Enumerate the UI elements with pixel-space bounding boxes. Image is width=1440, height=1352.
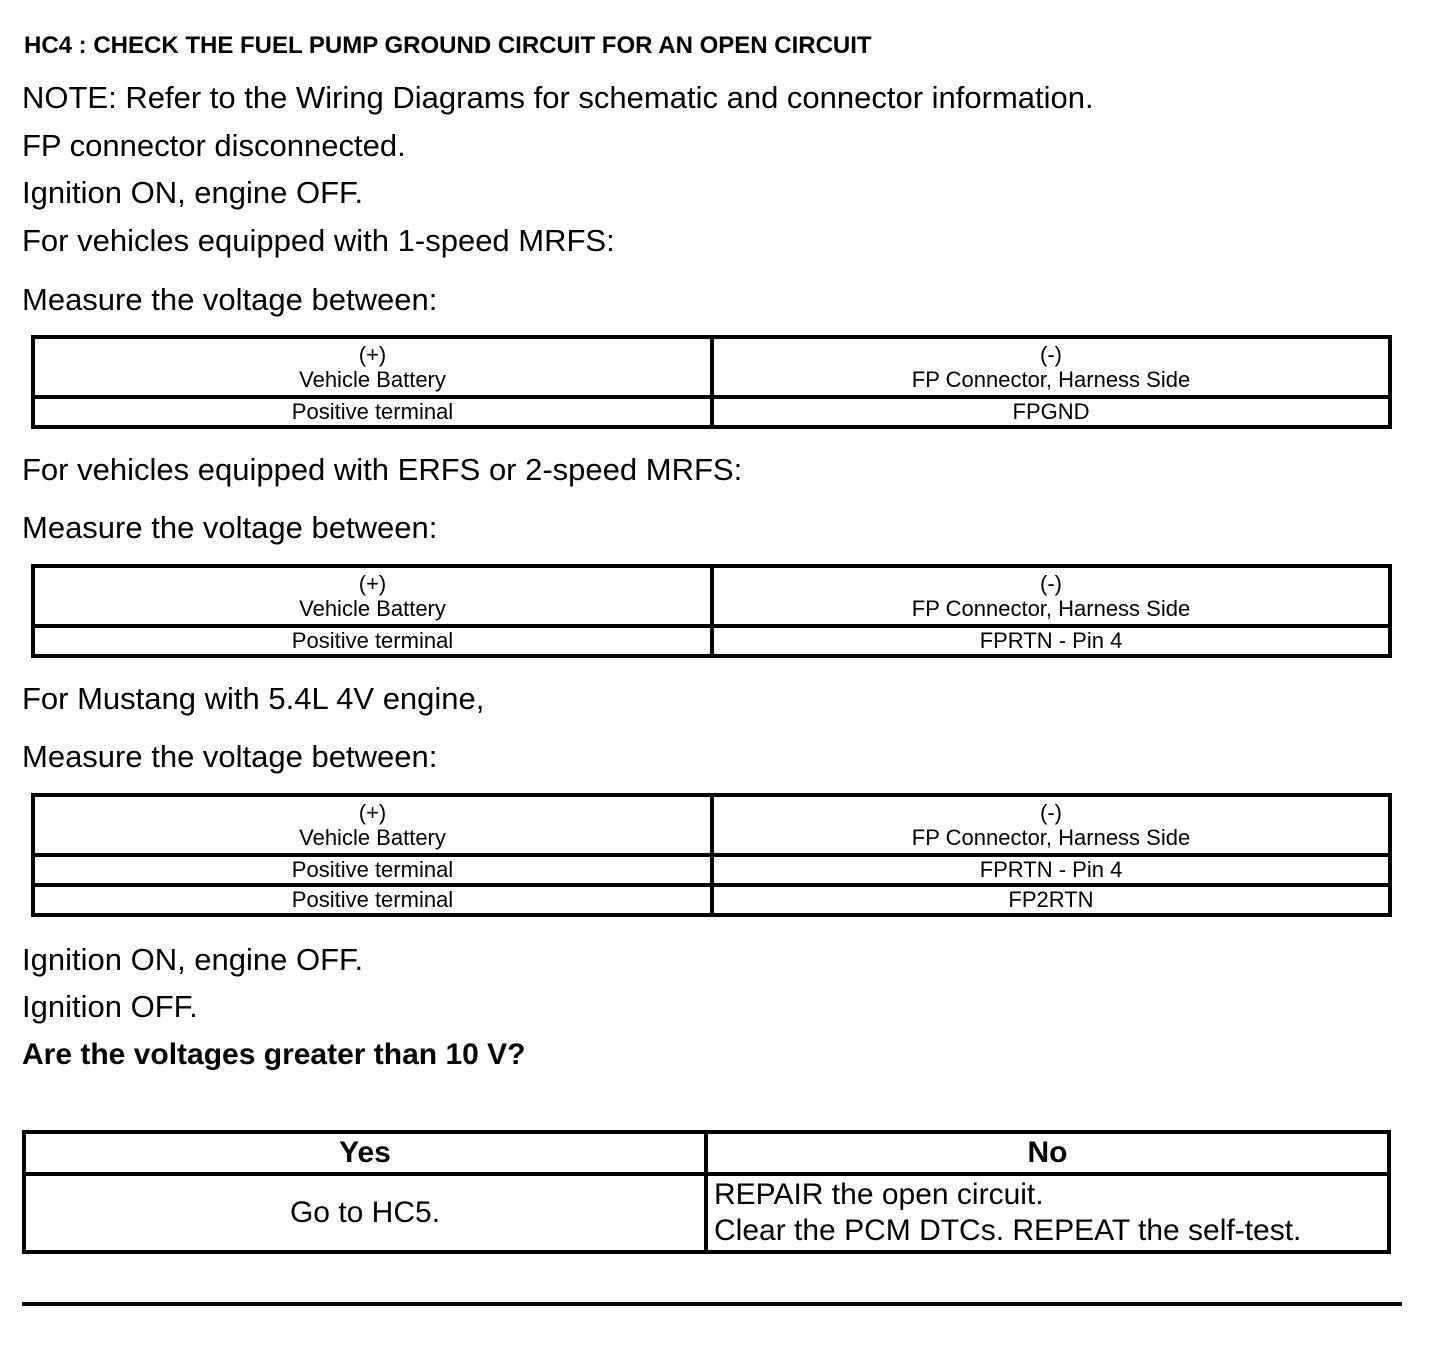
measurement-table — [31, 564, 1392, 658]
positive-header: Vehicle Battery — [299, 367, 446, 392]
positive-symbol: (+) — [358, 570, 387, 596]
positive-header: Vehicle Battery — [299, 596, 446, 621]
step-text: Ignition ON, engine OFF. — [22, 175, 364, 210]
table-row — [33, 885, 1390, 915]
positive-symbol: (+) — [358, 799, 387, 825]
section-condition: For vehicles equipped with ERFS or 2-speed MRFS: — [22, 452, 743, 487]
section-instruction: Measure the voltage between: — [22, 282, 438, 317]
section-instruction: Measure the voltage between: — [22, 510, 438, 545]
positive-header: Vehicle Battery — [299, 825, 446, 850]
no-action-line: Clear the PCM DTCs. REPEAT the self-test. — [714, 1214, 1302, 1247]
bottom-divider — [22, 1302, 1402, 1306]
negative-header: FP Connector, Harness Side — [911, 596, 1191, 621]
negative-header-cell — [712, 566, 1390, 626]
note-text: NOTE: Refer to the Wiring Diagrams for schematic and connector information. — [22, 80, 1094, 115]
section-condition: For Mustang with 5.4L 4V engine, — [22, 681, 485, 716]
section-condition: For vehicles equipped with 1-speed MRFS: — [22, 223, 615, 258]
step-text: Ignition OFF. — [22, 989, 198, 1024]
yes-header: Yes — [24, 1132, 706, 1174]
measurement-table — [31, 335, 1392, 429]
no-action — [706, 1174, 1389, 1252]
yes-action: Go to HC5. — [24, 1174, 706, 1252]
negative-header: FP Connector, Harness Side — [911, 367, 1191, 392]
table-row — [33, 626, 1390, 656]
positive-cell: Positive terminal — [33, 885, 712, 915]
positive-header-cell — [33, 566, 712, 626]
section-instruction: Measure the voltage between: — [22, 739, 438, 774]
negative-header-cell — [712, 795, 1390, 855]
result-body-row — [24, 1174, 1389, 1252]
table-header-row — [33, 337, 1390, 397]
table-row — [33, 397, 1390, 427]
step-text: Ignition ON, engine OFF. — [22, 942, 364, 977]
page-title: HC4 : CHECK THE FUEL PUMP GROUND CIRCUIT FOR AN OPEN CIRCUIT — [24, 32, 872, 59]
positive-cell: Positive terminal — [33, 626, 712, 656]
positive-cell: Positive terminal — [33, 855, 712, 885]
step-text: FP connector disconnected. — [22, 128, 406, 163]
result-table — [22, 1130, 1391, 1254]
table-row — [33, 855, 1390, 885]
no-header: No — [706, 1132, 1389, 1174]
negative-symbol: (-) — [1040, 341, 1062, 367]
negative-header: FP Connector, Harness Side — [911, 825, 1191, 850]
positive-symbol: (+) — [358, 341, 387, 367]
positive-header-cell — [33, 795, 712, 855]
negative-header-cell — [712, 337, 1390, 397]
table-header-row — [33, 795, 1390, 855]
negative-symbol: (-) — [1040, 799, 1062, 825]
positive-header-cell — [33, 337, 712, 397]
question-text: Are the voltages greater than 10 V? — [22, 1038, 526, 1071]
result-header-row — [24, 1132, 1389, 1174]
measurement-table — [31, 793, 1392, 917]
no-action-line: REPAIR the open circuit. — [714, 1178, 1044, 1211]
table-header-row — [33, 566, 1390, 626]
negative-cell: FPGND — [712, 397, 1390, 427]
negative-cell: FP2RTN — [712, 885, 1390, 915]
negative-cell: FPRTN - Pin 4 — [712, 855, 1390, 885]
negative-symbol: (-) — [1040, 570, 1062, 596]
positive-cell: Positive terminal — [33, 397, 712, 427]
negative-cell: FPRTN - Pin 4 — [712, 626, 1390, 656]
